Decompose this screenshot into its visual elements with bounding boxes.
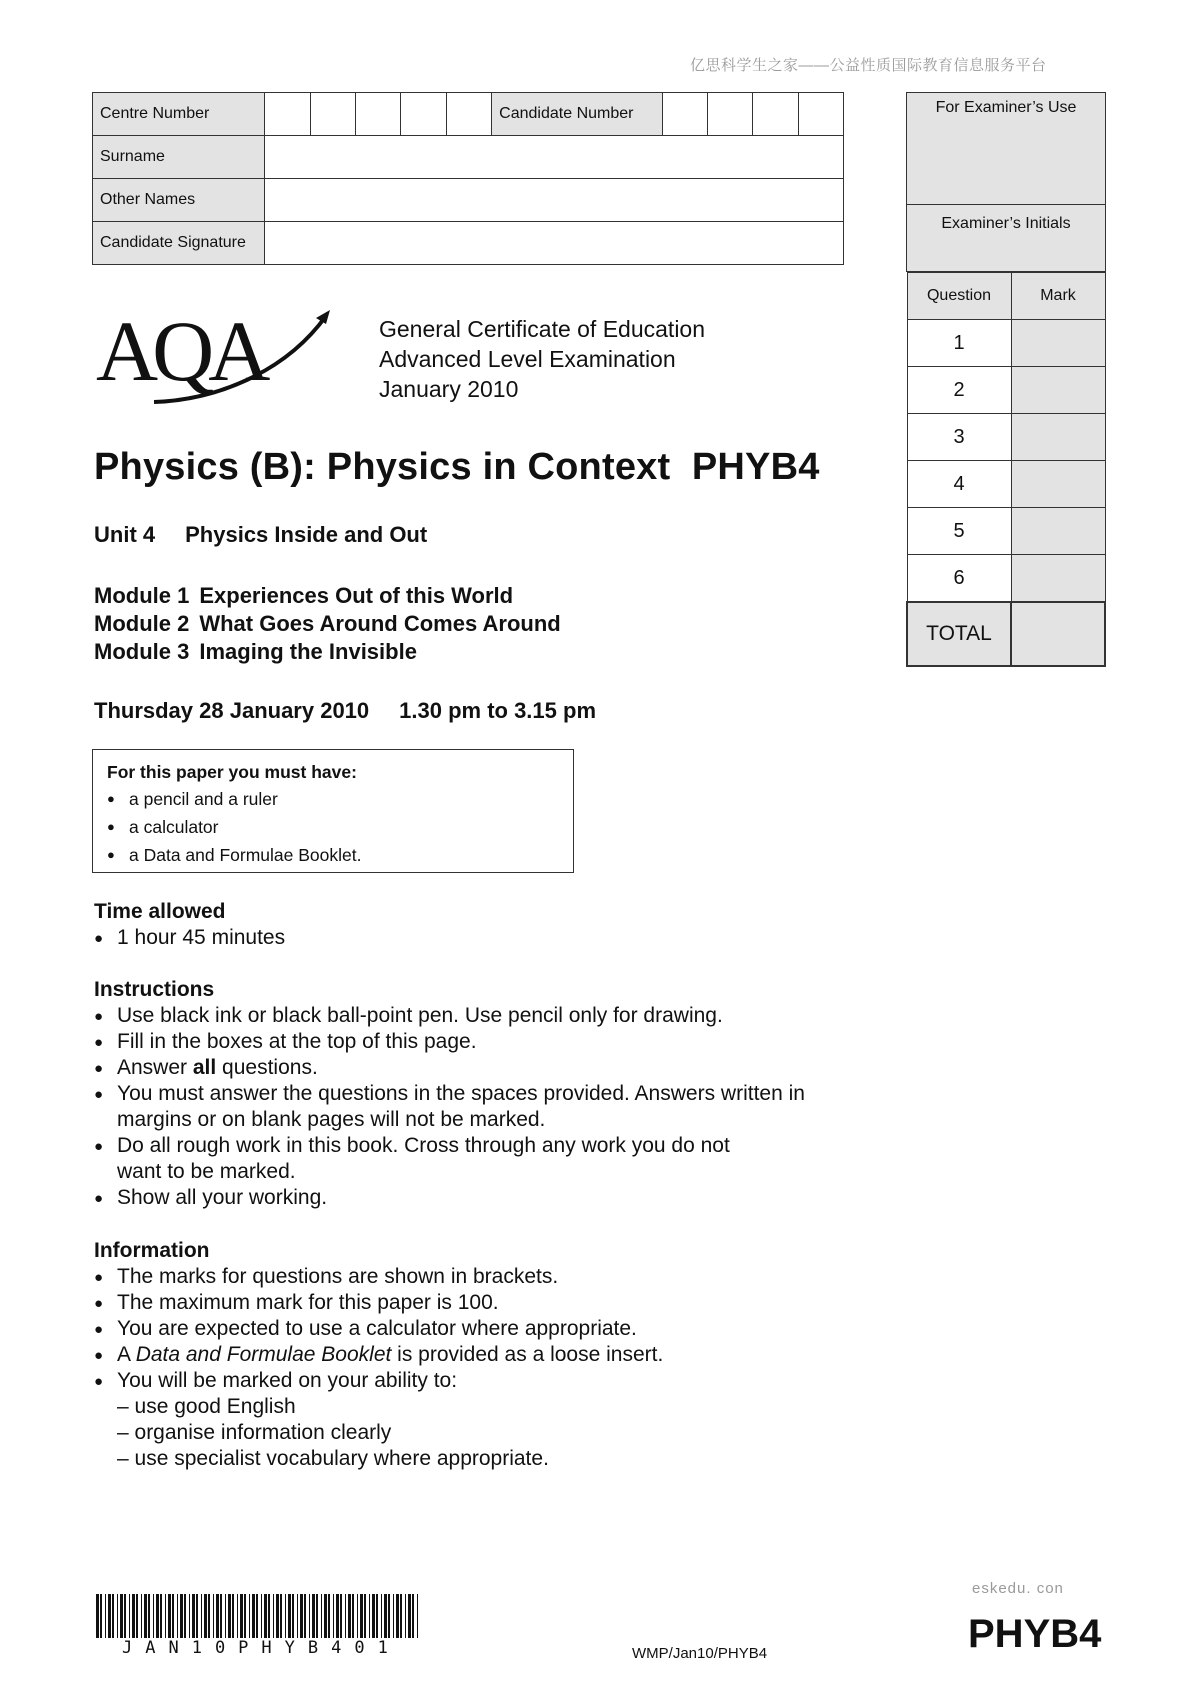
- barcode-bar: [208, 1594, 210, 1638]
- barcode-bar: [225, 1594, 226, 1638]
- barcode-bar: [117, 1594, 118, 1638]
- barcode-bar: [264, 1594, 267, 1638]
- module-label: Module 3: [94, 639, 190, 664]
- barcode-bar: [148, 1594, 150, 1638]
- barcode-bar: [165, 1594, 166, 1638]
- paper-reference: WMP/Jan10/PHYB4: [632, 1645, 768, 1662]
- paper-title: Physics (B): Physics in Context PHYB4: [94, 446, 820, 488]
- list-item: ● Answer all questions.: [94, 1055, 834, 1081]
- centre-number-label: Centre Number: [93, 93, 265, 136]
- module-item: [94, 582, 561, 610]
- modules-list: [94, 582, 561, 666]
- barcode-bar: [324, 1594, 327, 1638]
- paper-code: PHYB4: [968, 1612, 1102, 1656]
- list-item: ● Do all rough work in this book. Cross through any work you do not want to be marked.: [94, 1133, 777, 1185]
- section-heading: Instructions: [94, 978, 215, 1001]
- qualification-block: [379, 314, 705, 404]
- barcode-bar: [244, 1594, 246, 1638]
- barcode-bar: [249, 1594, 250, 1638]
- barcode-bar: [168, 1594, 171, 1638]
- barcode-bar: [376, 1594, 378, 1638]
- barcode-bar: [273, 1594, 274, 1638]
- barcode-bar: [384, 1594, 387, 1638]
- barcode-bar: [328, 1594, 330, 1638]
- barcode-bar: [108, 1594, 111, 1638]
- barcode-bar: [412, 1594, 414, 1638]
- unit-name: Physics Inside and Out: [185, 522, 428, 547]
- examiner-use-panel: [906, 92, 1106, 667]
- barcode-bar: [196, 1594, 198, 1638]
- list-item: ● a Data and Formulae Booklet.: [107, 841, 559, 869]
- mark-cell[interactable]: [1011, 414, 1105, 461]
- centre-number-box[interactable]: [401, 93, 446, 136]
- barcode-bar: [220, 1594, 222, 1638]
- barcode-bar: [216, 1594, 219, 1638]
- aqa-logo: [94, 304, 344, 409]
- unit-heading: [94, 522, 427, 548]
- barcode-bar: [237, 1594, 238, 1638]
- total-label: TOTAL: [907, 602, 1011, 666]
- logo-text: AQA: [96, 304, 265, 399]
- barcode-bar: [381, 1594, 382, 1638]
- question-number: 4: [907, 461, 1011, 508]
- centre-number-box[interactable]: [446, 93, 491, 136]
- exam-date: [94, 698, 596, 724]
- qualification-line: General Certificate of Education: [379, 316, 706, 342]
- watermark-bottom: eskedu. con: [972, 1580, 1064, 1597]
- barcode-bar: [132, 1594, 135, 1638]
- centre-number-box[interactable]: [356, 93, 401, 136]
- barcode-bar: [141, 1594, 142, 1638]
- barcode-bar: [256, 1594, 258, 1638]
- barcode-bar: [213, 1594, 214, 1638]
- barcode-bar: [292, 1594, 294, 1638]
- section-heading: Information: [94, 1239, 210, 1262]
- signature-field[interactable]: [265, 222, 844, 265]
- candidate-number-label: Candidate Number: [492, 93, 662, 136]
- other-names-field[interactable]: [265, 179, 844, 222]
- must-have-heading: For this paper you must have:: [107, 762, 357, 782]
- list-item: ● a pencil and a ruler: [107, 785, 559, 813]
- barcode-bar: [352, 1594, 354, 1638]
- barcode-bar: [393, 1594, 394, 1638]
- barcode-bar: [300, 1594, 303, 1638]
- candidate-number-box[interactable]: [798, 93, 843, 136]
- barcode-bar: [129, 1594, 130, 1638]
- barcode-bar: [160, 1594, 162, 1638]
- barcode-bar: [417, 1594, 418, 1638]
- sub-item: – organise information clearly: [117, 1421, 392, 1444]
- barcode-bar: [369, 1594, 370, 1638]
- barcode-bar: [240, 1594, 243, 1638]
- barcode-bar: [345, 1594, 346, 1638]
- barcode-bar: [333, 1594, 334, 1638]
- barcode-bar: [360, 1594, 363, 1638]
- barcode-bar: [357, 1594, 358, 1638]
- surname-label: Surname: [93, 136, 265, 179]
- list-item: ● The maximum mark for this paper is 100.: [94, 1290, 834, 1316]
- barcode-bar: [316, 1594, 318, 1638]
- barcode-bar: [153, 1594, 154, 1638]
- mark-cell[interactable]: [1011, 320, 1105, 367]
- barcode-bar: [156, 1594, 159, 1638]
- barcode-bar: [180, 1594, 183, 1638]
- barcode-bar: [276, 1594, 279, 1638]
- question-number: 2: [907, 367, 1011, 414]
- module-item: [94, 638, 561, 666]
- examiner-initials-label: Examiner’s Initials: [906, 204, 1106, 272]
- list-item: ● 1 hour 45 minutes: [94, 925, 285, 951]
- information-section: [94, 1238, 834, 1472]
- barcode-bar: [105, 1594, 106, 1638]
- barcode-bar: [232, 1594, 234, 1638]
- barcode-bar: [112, 1594, 114, 1638]
- list-item: ● A Data and Formulae Booklet is provided as a loose insert.: [94, 1342, 834, 1368]
- question-number: 1: [907, 320, 1011, 367]
- barcode-bar: [172, 1594, 174, 1638]
- centre-number-box[interactable]: [265, 93, 310, 136]
- question-column-header: Question: [907, 273, 1011, 320]
- list-item: ● You are expected to use a calculator where appropriate.: [94, 1316, 834, 1342]
- must-have-box: [92, 749, 574, 873]
- examiner-marks-table: [906, 272, 1106, 667]
- barcode-bar: [408, 1594, 411, 1638]
- barcode-bar: [396, 1594, 399, 1638]
- module-item: [94, 610, 561, 638]
- centre-number-box[interactable]: [310, 93, 355, 136]
- list-item: ● The marks for questions are shown in brackets.: [94, 1264, 834, 1290]
- qualification-line: January 2010: [379, 376, 519, 402]
- barcode-text: JAN10PHYB401: [122, 1638, 401, 1658]
- barcode-bar: [261, 1594, 262, 1638]
- barcode-bar: [124, 1594, 126, 1638]
- barcode-bar: [96, 1594, 99, 1638]
- question-number: 5: [907, 508, 1011, 555]
- barcode: [96, 1594, 424, 1643]
- barcode-bar: [100, 1594, 102, 1638]
- barcode-bar: [405, 1594, 406, 1638]
- barcode-bar: [364, 1594, 366, 1638]
- barcode-bar: [189, 1594, 190, 1638]
- examiner-use-header: For Examiner’s Use: [906, 92, 1106, 204]
- barcode-bar: [312, 1594, 315, 1638]
- barcode-bar: [144, 1594, 147, 1638]
- list-item: ● a calculator: [107, 813, 559, 841]
- barcode-bar: [228, 1594, 231, 1638]
- module-name: Experiences Out of this World: [199, 583, 514, 608]
- other-names-label: Other Names: [93, 179, 265, 222]
- qualification-line: Advanced Level Examination: [379, 346, 676, 372]
- list-item: ● You must answer the questions in the spaces provided. Answers written in margins or on blank pages will not be marked.: [94, 1081, 834, 1133]
- barcode-bar: [184, 1594, 186, 1638]
- unit-label: Unit 4: [94, 522, 156, 547]
- module-label: Module 1: [94, 583, 190, 608]
- barcode-bar: [204, 1594, 207, 1638]
- question-number: 6: [907, 555, 1011, 603]
- barcode-bar: [201, 1594, 202, 1638]
- question-number: 3: [907, 414, 1011, 461]
- barcode-bar: [348, 1594, 351, 1638]
- sub-item: – use specialist vocabulary where appropriate.: [117, 1447, 549, 1470]
- barcode-bar: [388, 1594, 390, 1638]
- barcode-bar: [177, 1594, 178, 1638]
- list-item: ● Use black ink or black ball-point pen. Use pencil only for drawing.: [94, 1003, 834, 1029]
- mark-cell[interactable]: [1011, 461, 1105, 508]
- barcode-bar: [336, 1594, 339, 1638]
- total-mark-cell[interactable]: [1011, 602, 1105, 666]
- barcode-bar: [120, 1594, 123, 1638]
- candidate-number-box[interactable]: [753, 93, 798, 136]
- sub-item: – use good English: [117, 1395, 296, 1418]
- barcode-bar: [304, 1594, 306, 1638]
- candidate-details-table: [92, 92, 844, 265]
- exam-time: 1.30 pm to 3.15 pm: [399, 698, 597, 723]
- candidate-number-box[interactable]: [707, 93, 752, 136]
- barcode-bar: [192, 1594, 195, 1638]
- barcode-bar: [321, 1594, 322, 1638]
- barcode-bar: [400, 1594, 402, 1638]
- signature-label: Candidate Signature: [93, 222, 265, 265]
- barcode-bar: [372, 1594, 375, 1638]
- mark-column-header: Mark: [1011, 273, 1105, 320]
- section-heading: Time allowed: [94, 900, 226, 923]
- mark-cell[interactable]: [1011, 555, 1105, 603]
- module-name: Imaging the Invisible: [199, 639, 417, 664]
- surname-field[interactable]: [265, 136, 844, 179]
- barcode-bar: [280, 1594, 282, 1638]
- barcode-bar: [136, 1594, 138, 1638]
- instructions-section: [94, 977, 834, 1211]
- candidate-number-box[interactable]: [662, 93, 707, 136]
- barcode-bar: [340, 1594, 342, 1638]
- list-item: ● Show all your working.: [94, 1185, 834, 1211]
- barcode-bar: [285, 1594, 286, 1638]
- barcode-bar: [252, 1594, 255, 1638]
- time-allowed-section: [94, 899, 285, 951]
- barcode-bar: [309, 1594, 310, 1638]
- watermark-top: 亿思科学生之家——公益性质国际教育信息服务平台: [690, 57, 1047, 74]
- mark-cell[interactable]: [1011, 508, 1105, 555]
- list-item: ● Fill in the boxes at the top of this page.: [94, 1029, 834, 1055]
- module-name: What Goes Around Comes Around: [199, 611, 561, 636]
- exam-day: Thursday 28 January 2010: [94, 698, 370, 723]
- barcode-bar: [297, 1594, 298, 1638]
- mark-cell[interactable]: [1011, 367, 1105, 414]
- module-label: Module 2: [94, 611, 190, 636]
- barcode-bar: [288, 1594, 291, 1638]
- barcode-bar: [268, 1594, 270, 1638]
- list-item: ● You will be marked on your ability to:: [94, 1368, 834, 1394]
